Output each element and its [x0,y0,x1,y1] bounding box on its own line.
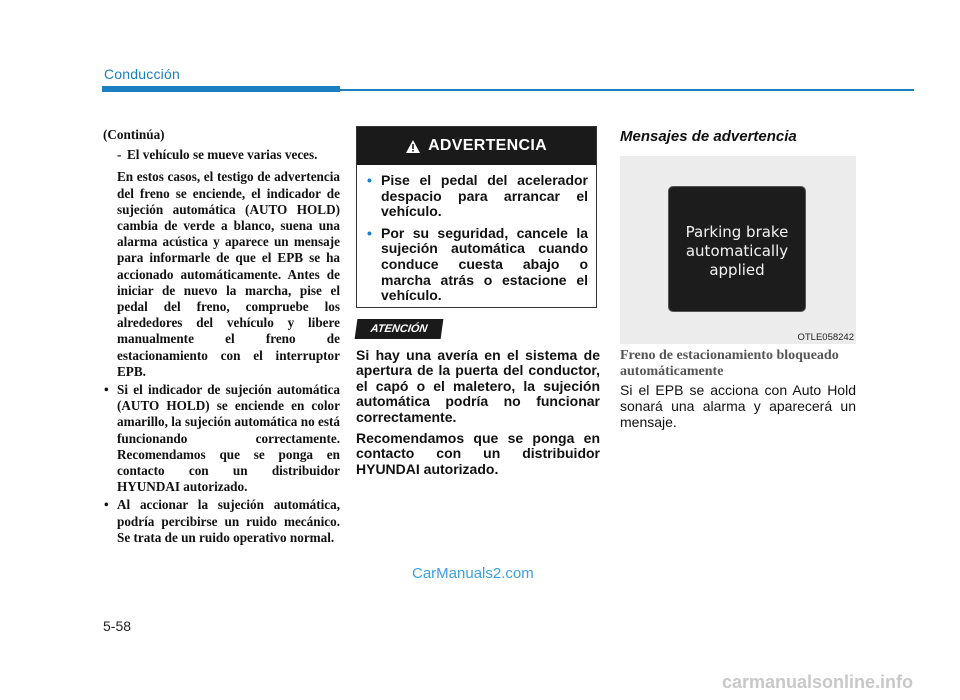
attention-label: ATENCIÓN [355,319,444,339]
body-text: Si el EPB se acciona con Auto Hold sonará una alarma y aparecerá un mensaje. [620,382,856,430]
attention-paragraph: Si hay una avería en el sistema de apertura de la puerta del conductor, el capó o el maletero, la sujeción automática podría no funcionar correctamente. [356,347,600,425]
image-code: OTLE058242 [797,332,854,343]
page-number: 5-58 [103,618,132,634]
warning-item-text: Pise el pedal del acelerador despacio para arrancar el vehículo. [381,172,588,220]
section-title: Conducción [104,66,180,82]
screen-line: Parking brake [685,223,789,241]
bullet-dot-icon: • [367,172,372,188]
warning-header [357,127,596,165]
warning-triangle-icon [406,140,420,153]
screen-line: automatically [685,242,789,260]
warning-box [356,126,597,308]
header-rule-thin [340,89,914,91]
subheading: Freno de estacionamiento bloqueado automáticamente [620,348,839,379]
bullet-item [103,382,340,495]
attention-text [356,348,600,483]
bullet-dot-icon: • [104,382,109,398]
cluster-display-image [620,156,856,344]
warning-messages-heading: Mensajes de advertencia [620,128,797,145]
warning-item [365,173,588,220]
bullet-item [103,497,340,546]
bullet-dot-icon: • [367,224,372,241]
dash-item: - El vehículo se mueve varias veces. [117,147,318,163]
warning-item [365,226,588,304]
attention-paragraph: Recomendamos que se ponga en contacto con un distribuidor HYUNDAI autorizado. [356,430,600,477]
body-paragraph: En estos casos, el testigo de advertencia del freno se enciende, el indicador de sujeción automática (AUTO HOLD) cambia de verde a blanco, suena una alarma acústica y aparece un mensaje para informarle de que el EPB se ha accionado automáticamente. Antes de iniciar de nuevo la marcha, pise el pedal del freno, compruebe los alrededores del vehículo y libere manualmente el freno de estacionamiento con el interruptor EPB. [117,169,340,379]
warning-title: ADVERTENCIA [428,137,547,154]
screen-line: applied [709,261,765,279]
bullet-dot-icon: • [104,497,109,513]
warning-list [357,165,596,304]
dash-item-text: El vehículo se mueve varias veces. [127,147,318,163]
watermark-link[interactable]: CarManuals2.com [412,565,534,582]
parking-brake-message-screen [668,186,806,312]
warning-item-text: Por su seguridad, cancele la sujeción automática cuando conduce cuesta abajo o marcha atrás o estacione el vehículo. [381,224,588,304]
header-rule-thick [102,86,340,92]
bullet-text: Si el indicador de sujeción automática (AUTO HOLD) se enciende en color amarillo, la sujeción automática no está funcionando correctamente. Recomendamos que se ponga en contacto con un distribuidor HYUNDAI autorizado. [117,382,340,495]
footer-watermark: carmanualsonline.info [722,672,914,692]
bullet-text: Al accionar la sujeción automática, podría percibirse un ruido mecánico. Se trata de un ruido operativo normal. [117,497,340,545]
column-1 [103,127,340,546]
continues-label: (Continúa) [103,127,165,142]
